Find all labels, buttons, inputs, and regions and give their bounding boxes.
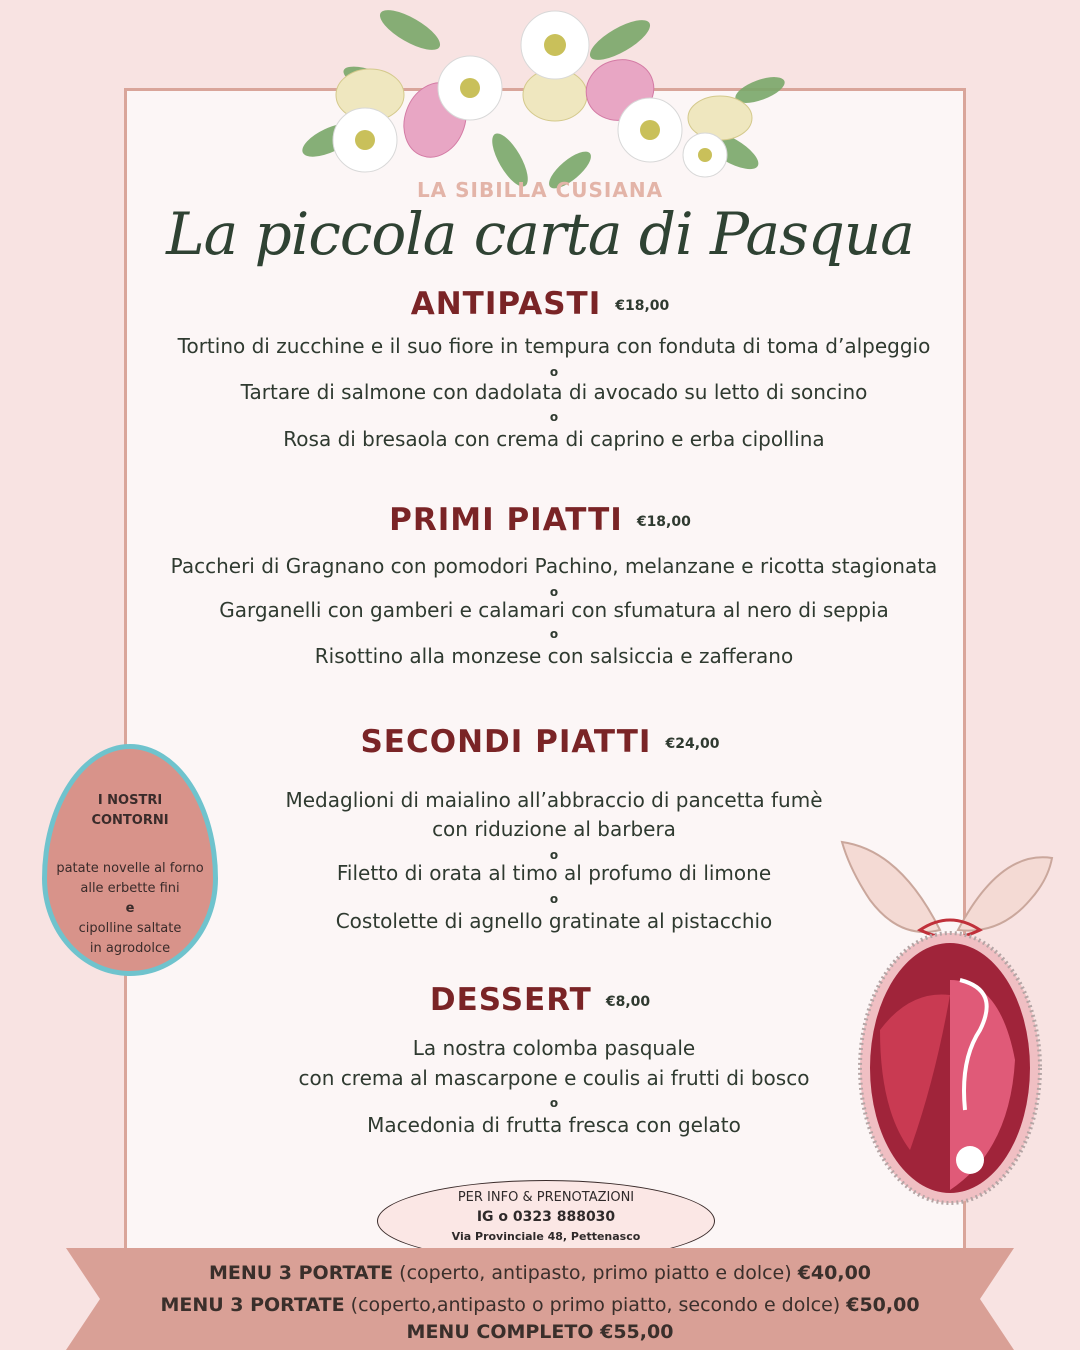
separator: o (549, 365, 559, 379)
antipasti-item-2: Tartare di salmone con dadolata di avocado su letto di soncino (240, 380, 868, 404)
dessert-item-1: La nostra colomba pasquale (412, 1036, 696, 1060)
separator: o (549, 1096, 559, 1110)
antipasti-title: ANTIPASTI (410, 286, 602, 322)
menu-option-1-name: MENU 3 PORTATE (208, 1262, 394, 1284)
separator: o (549, 892, 559, 906)
antipasti-item-1: Tortino di zucchine e il suo fiore in tempura con fonduta di toma d’alpeggio (177, 334, 931, 358)
secondi-title: SECONDI PIATTI (360, 724, 652, 760)
secondi-item-3: Costolette di agnello gratinate al pistacchio (335, 909, 773, 933)
separator: o (549, 627, 559, 641)
menu-option-1-desc: (coperto, antipasto, primo piatto e dolce) (393, 1262, 798, 1284)
page-title: La piccola carta di Pasqua (166, 200, 914, 268)
primi-price: €18,00 (636, 513, 691, 530)
menu-option-3: MENU COMPLETO €55,00 (406, 1321, 674, 1343)
restaurant-name: LA SIBILLA CUSIANA (416, 178, 664, 202)
separator: o (549, 410, 559, 424)
primi-item-1: Paccheri di Gragnano con pomodori Pachino, melanzane e ricotta stagionata (170, 554, 938, 578)
contorni-connector: e (125, 901, 135, 916)
antipasti-price: €18,00 (615, 297, 670, 314)
contorni-title-2: CONTORNI (91, 813, 169, 828)
secondi-price: €24,00 (665, 735, 720, 752)
antipasti-heading (0, 286, 1080, 322)
easter-floral-decoration-icon (290, 0, 790, 200)
dessert-item-1-cont: con crema al mascarpone e coulis ai frutti di bosco (298, 1066, 810, 1090)
contorni-line-2: alle erbette fini (80, 881, 180, 896)
secondi-item-1: Medaglioni di maialino all’abbraccio di pancetta fumè (285, 788, 823, 812)
antipasti-item-3: Rosa di bresaola con crema di caprino e erba cipollina (283, 427, 825, 451)
separator: o (549, 848, 559, 862)
primi-heading (0, 502, 1080, 538)
menu-option-1 (0, 1262, 1080, 1284)
primi-title: PRIMI PIATTI (389, 502, 623, 538)
dessert-title: DESSERT (429, 982, 592, 1018)
primi-item-2: Garganelli con gamberi e calamari con sfumatura al nero di seppia (219, 598, 889, 622)
primi-item-3: Risottino alla monzese con salsiccia e zafferano (314, 644, 794, 668)
info-address: Via Provinciale 48, Pettenasco (451, 1230, 641, 1243)
contorni-title-1: I NOSTRI (97, 793, 163, 808)
contorni-line-4: in agrodolce (89, 941, 171, 956)
contorni-line-3: cipolline saltate (78, 921, 182, 936)
menu-option-2 (0, 1294, 1080, 1316)
info-line-1: PER INFO & PRENOTAZIONI (457, 1190, 635, 1205)
menu-option-1-price: €40,00 (797, 1262, 872, 1284)
dessert-price: €8,00 (605, 993, 651, 1010)
menu-option-2-name: MENU 3 PORTATE (160, 1294, 345, 1316)
info-phone[interactable]: IG o 0323 888030 (476, 1209, 616, 1225)
dessert-item-2: Macedonia di frutta fresca con gelato (367, 1113, 741, 1137)
menu-option-2-desc: (coperto,antipasto o primo piatto, secondo e dolce) (344, 1294, 847, 1316)
separator: o (549, 585, 559, 599)
contorni-line-1: patate novelle al forno (56, 861, 204, 876)
menu-option-2-price: €50,00 (846, 1294, 920, 1316)
bunny-logo-icon (840, 830, 1060, 1230)
secondi-item-1-cont: con riduzione al barbera (432, 817, 676, 841)
secondi-item-2: Filetto di orata al timo al profumo di limone (336, 861, 772, 885)
